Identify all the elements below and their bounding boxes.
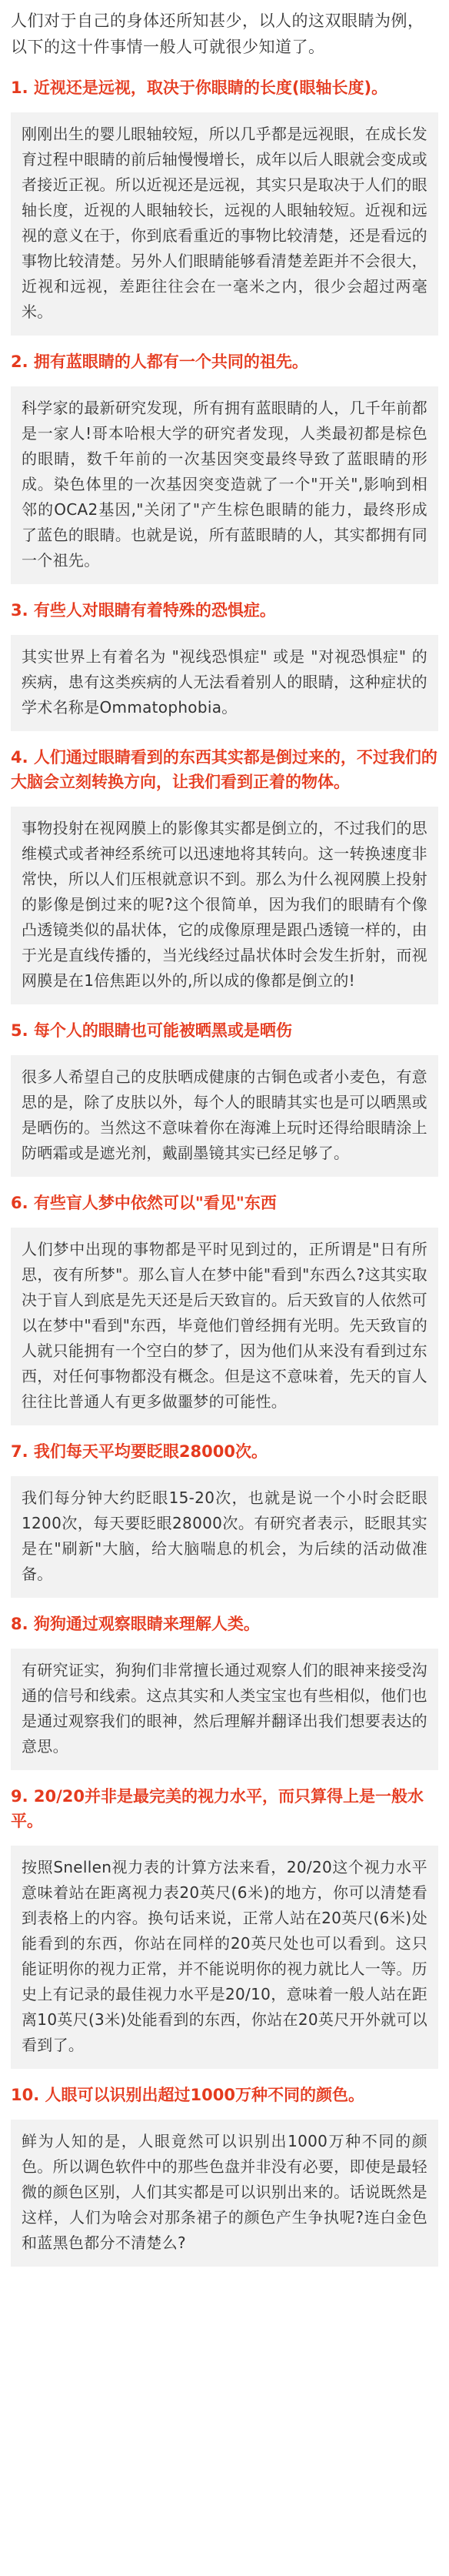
- section-9: [11, 1784, 438, 2069]
- section-heading: 3. 有些人对眼睛有着特殊的恐惧症。: [11, 601, 276, 620]
- section-body: 人们梦中出现的事物都是平时见到过的，正所谓是"日有所思，夜有所梦"。那么盲人在梦中能"看到"东西么?这其实取决于盲人到底是先天还是后天致盲的。后天致盲的人依然可以在梦中"看到"东西，毕竟他们曾经拥有光明。先天致盲的人就只能拥有一个空白的梦了，因为他们从来没有看到过东西，对任何事物都没有概念。但是这不意味着，先天的盲人往往比普通人有更多做噩梦的可能性。: [11, 1228, 438, 1425]
- section-1: [11, 75, 438, 336]
- section-body: 按照Snellen视力表的计算方法来看，20/20这个视力水平意味着站在距离视力表20英尺(6米)的地方，你可以清楚看到表格上的内容。换句话来说，正常人站在20英尺(6米)处能看到的东西，你站在同样的20英尺处也可以看到。这只能证明你的视力正常，并不能说明你的视力就比人一等。历史上有记录的最佳视力水平是20/10，意味着一般人站在距离10英尺(3米)处能看到的东西，你站在20英尺开外就可以看到了。: [11, 1846, 438, 2069]
- section-body: 我们每分钟大约眨眼15-20次，也就是说一个小时会眨眼1200次，每天要眨眼28000次。有研究者表示，眨眼其实是在"刷新"大脑，给大脑喘息的机会，为后续的活动做准备。: [11, 1476, 438, 1598]
- section-4: [11, 745, 438, 1004]
- section-heading: 7. 我们每天平均要眨眼28000次。: [11, 1442, 268, 1461]
- section-body: 很多人希望自己的皮肤晒成健康的古铜色或者小麦色，有意思的是，除了皮肤以外，每个人的眼睛其实也是可以晒黑或是晒伤的。当然这不意味着你在海滩上玩时还得给眼睛涂上防晒霜或是遮光剂，戴副墨镜其实已经足够了。: [11, 1055, 438, 1177]
- section-body: 其实世界上有着名为 "视线恐惧症" 或是 "对视恐惧症" 的疾病，患有这类疾病的人无法看着别人的眼睛，这种症状的学术名称是Ommatophobia。: [11, 635, 438, 731]
- section-body: 有研究证实，狗狗们非常擅长通过观察人们的眼神来接受沟通的信号和线索。这点其实和人类宝宝也有些相似，他们也是通过观察我们的眼神，然后理解并翻译出我们想要表达的意思。: [11, 1649, 438, 1770]
- section-heading: 6. 有些盲人梦中依然可以"看见"东西: [11, 1194, 277, 1212]
- section-heading: 1. 近视还是远视，取决于你眼睛的长度(眼轴长度)。: [11, 79, 388, 97]
- section-10: [11, 2083, 438, 2267]
- section-heading: 5. 每个人的眼睛也可能被晒黑或是晒伤: [11, 1021, 292, 1040]
- section-6: [11, 1191, 438, 1425]
- section-heading: 4. 人们通过眼睛看到的东西其实都是倒过来的，不过我们的大脑会立刻转换方向，让我们看到正着的物体。: [11, 748, 437, 791]
- section-heading: 10. 人眼可以识别出超过1000万种不同的颜色。: [11, 2086, 364, 2104]
- section-heading: 9. 20/20并非是最完美的视力水平，而只算得上是一般水平。: [11, 1787, 424, 1830]
- section-body: 鲜为人知的是，人眼竟然可以识别出1000万种不同的颜色。所以调色软件中的那些色盘并非没有必要，即使是最轻微的颜色区别，人们其实都是可以识别出来的。话说既然是这样，人们为啥会对那条裙子的颜色产生争执呢?连白金色和蓝黑色都分不清楚么?: [11, 2120, 438, 2267]
- section-body: 科学家的最新研究发现，所有拥有蓝眼睛的人，几千年前都是一家人!哥本哈根大学的研究者发现，人类最初都是棕色的眼睛，数千年前的一次基因突变最终导致了蓝眼睛的形成。染色体里的一次基因突变造就了一个"开关",影响到相邻的OCA2基因,"关闭了"产生棕色眼睛的能力，最终形成了蓝色的眼睛。也就是说，所有蓝眼睛的人，其实都拥有同一个祖先。: [11, 386, 438, 584]
- section-body: 刚刚出生的婴儿眼轴较短，所以几乎都是远视眼，在成长发育过程中眼睛的前后轴慢慢增长，成年以后人眼就会变成或者接近正视。所以近视还是远视，其实只是取决于人们的眼轴长度，近视的人眼轴较长，远视的人眼轴较短。近视和远视的意义在于，你到底看重近的事物比较清楚，还是看远的事物比较清楚。另外人们眼睛能够看清楚差距并不会很大，近视和远视，差距往往会在一毫米之内，很少会超过两毫米。: [11, 112, 438, 336]
- section-heading: 2. 拥有蓝眼睛的人都有一个共同的祖先。: [11, 352, 308, 371]
- section-3: [11, 598, 438, 731]
- section-8: [11, 1612, 438, 1770]
- section-5: [11, 1018, 438, 1177]
- section-7: [11, 1439, 438, 1598]
- section-heading: 8. 狗狗通过观察眼睛来理解人类。: [11, 1615, 260, 1633]
- intro-paragraph: 人们对于自己的身体还所知甚少，以人的这双眼睛为例，以下的这十件事情一般人可就很少知道了。: [11, 12, 424, 56]
- section-body: 事物投射在视网膜上的影像其实都是倒立的，不过我们的思维模式或者神经系统可以迅速地将其转向。这一转换速度非常快，所以人们压根就意识不到。那么为什么视网膜上投射的影像是倒过来的呢?这个很简单，因为我们的眼睛有个像凸透镜类似的晶状体，它的成像原理是跟凸透镜一样的，由于光是直线传播的，当光线经过晶状体时会发生折射，而视网膜是在1倍焦距以外的,所以成的像都是倒立的!: [11, 807, 438, 1004]
- section-2: [11, 349, 438, 584]
